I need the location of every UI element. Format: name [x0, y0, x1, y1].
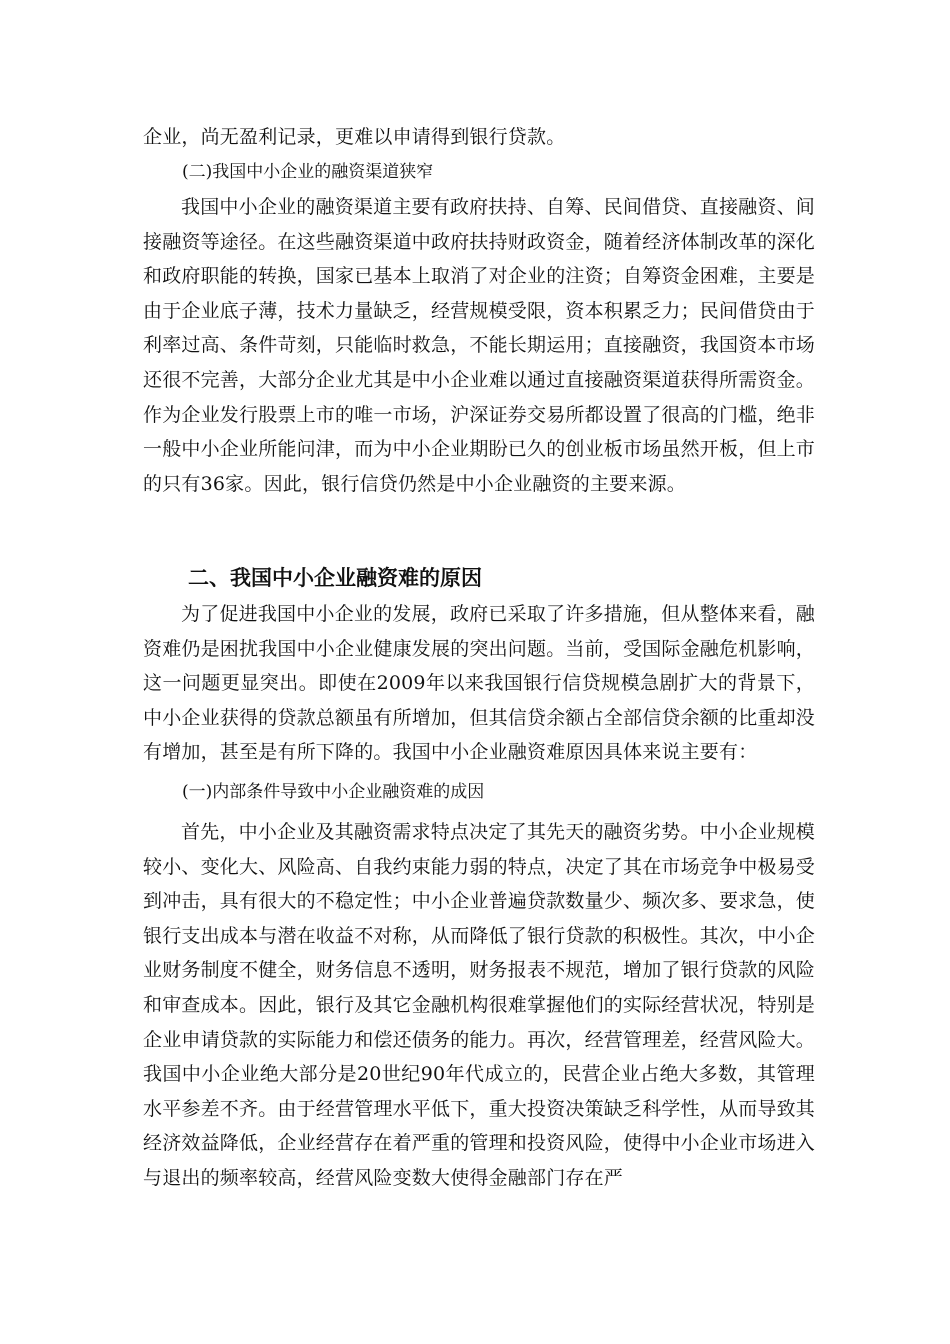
paragraph-intro: 为了促进我国中小企业的发展，政府已采取了许多措施，但从整体来看，融资难仍是困扰我国中小企业健康发展的突出问题。当前，受国际金融危机影响，这一问题更显突出。即使在2009年以来我国银行信贷规模急剧扩大的背景下，中小企业获得的贷款总额虽有所增加，但其信贷余额占全部信贷余额的比重却没有增加，甚至是有所下降的。我国中小企业融资难原因具体来说主要有：	[143, 603, 816, 764]
subheading-financing-channels: (二)我国中小企业的融资渠道狭窄	[182, 162, 434, 182]
subheading-internal-conditions: (一)内部条件导致中小企业融资难的成因	[182, 782, 485, 802]
paragraph-financing-channels: 我国中小企业的融资渠道主要有政府扶持、自筹、民间借贷、直接融资、间接融资等途径。在这些融资渠道中政府扶持财政资金，随着经济体制改革的深化和政府职能的转换，国家已基本上取消了对企业的注资；自筹资金困难，主要是由于企业底子薄，技术力量缺乏，经营规模受限，资本积累乏力；民间借贷由于利率过高、条件苛刻，只能临时救急，不能长期运用；直接融资，我国资本市场还很不完善，大部分企业尤其是中小企业难以通过直接融资渠道获得所需资金。作为企业发行股票上市的唯一市场，沪深证券交易所都设置了很高的门槛，绝非一般中小企业所能问津，而为中小企业期盼已久的创业板市场虽然开板，但上市的只有36家。因此，银行信贷仍然是中小企业融资的主要来源。	[143, 196, 816, 495]
section-heading: 二、我国中小企业融资难的原因	[188, 566, 482, 590]
paragraph-continuation: 企业，尚无盈利记录，更难以申请得到银行贷款。	[143, 126, 566, 148]
paragraph-internal-conditions: 首先，中小企业及其融资需求特点决定了其先天的融资劣势。中小企业规模较小、变化大、风险高、自我约束能力弱的特点，决定了其在市场竞争中极易受到冲击，具有很大的不稳定性；中小企业普遍贷款数量少、频次多、要求急，使银行支出成本与潜在收益不对称，从而降低了银行贷款的积极性。其次，中小企业财务制度不健全，财务信息不透明，财务报表不规范，增加了银行贷款的风险和审查成本。因此，银行及其它金融机构很难掌握他们的实际经营状况，特别是企业申请贷款的实际能力和偿还债务的能力。再次，经营管理差，经营风险大。我国中小企业绝大部分是20世纪90年代成立的，民营企业占绝大多数，其管理水平参差不齐。由于经营管理水平低下，重大投资决策缺乏科学性，从而导致其经济效益降低，企业经营存在着严重的管理和投资风险，使得中小企业市场进入与退出的频率较高，经营风险变数大使得金融部门存在严	[143, 821, 816, 1189]
